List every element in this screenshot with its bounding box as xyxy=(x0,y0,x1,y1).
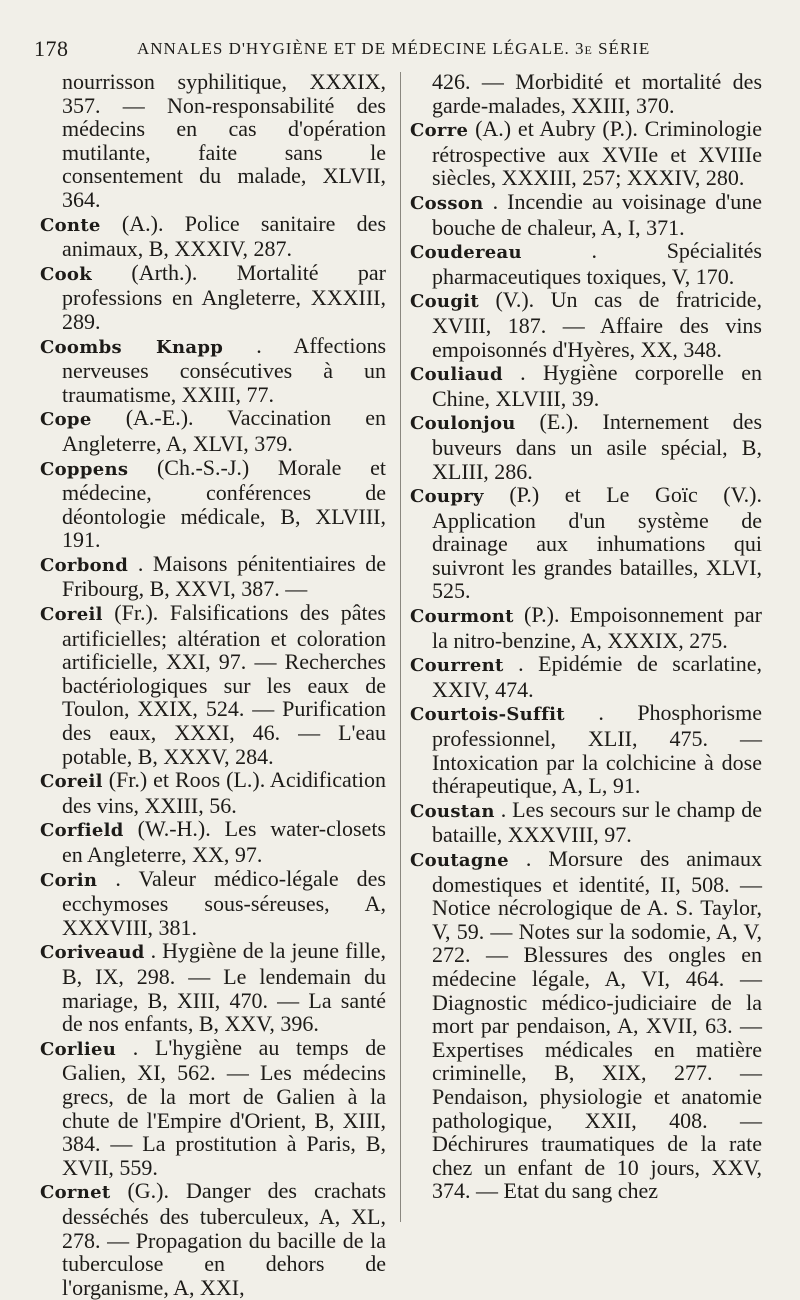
entry-text: (Fr.). Falsifications des pâtes artificielles; altération et coloration artificielle, XXI, 97. — Recherches bactériologiques sur les eaux de Toulon, XXIX, 524. — Purification des eaux, XXXI, 46. — L'eau potable, B, XXXV, 284. xyxy=(62,600,386,769)
entry-text: (Arth.). Mortalité par professions en Angleterre, XXXIII, 289. xyxy=(62,259,387,334)
author-name: Coutagne xyxy=(410,850,509,871)
index-entry xyxy=(40,939,386,1035)
entry-text: . Spécialités pharmaceutiques toxiques, V, 170. xyxy=(432,238,762,289)
entry-text: (A.). Police sanitaire des animaux, B, XXXIV, 287. xyxy=(62,210,386,262)
index-entry xyxy=(410,288,762,361)
entry-text: (E.). Internement des buveurs dans un asile spécial, B, XLIII, 286. xyxy=(432,409,763,484)
entry-text: . L'hygiène au temps de Galien, XI, 562. — Les médecins grecs, de la mort de Galien à la chute de l'Empire d'Orient, B, XIII, 384. — La prostitution à Paris, B, XVII, 559. xyxy=(62,1034,387,1180)
index-entry xyxy=(410,652,762,701)
index-entry xyxy=(40,261,386,334)
entry-text: . Phosphorisme professionnel, XLII, 475. — Intoxication par la colchicine à dose thérapeutique, A, L, 91. xyxy=(432,700,762,799)
index-entry xyxy=(410,190,762,239)
author-name: Courrent xyxy=(410,655,504,677)
author-name: Coreil xyxy=(40,604,103,626)
author-name: Coppens xyxy=(40,458,129,480)
author-name: Cornet xyxy=(40,1182,111,1204)
entry-text: . Hygiène corporelle en Chine, XLVIII, 39. xyxy=(432,360,762,411)
index-entry xyxy=(40,70,386,212)
author-name: Corbond xyxy=(40,554,129,576)
author-name: Corre xyxy=(410,120,469,142)
author-name: Coupry xyxy=(410,486,484,508)
entry-text: (W.-H.). Les water-closets en Angleterre, XX, 97. xyxy=(62,816,386,867)
author-name: Cope xyxy=(40,409,92,431)
running-header xyxy=(34,36,774,66)
author-name: Conte xyxy=(40,214,101,236)
entry-text: (Fr.) et Roos (L.). Acidification des vins, XXIII, 56. xyxy=(62,767,386,818)
entry-text: . Incendie au voisinage d'une bouche de chaleur, A, I, 371. xyxy=(432,188,762,240)
index-entry xyxy=(40,334,386,407)
index-entry xyxy=(40,406,386,455)
entry-text: (Ch.-S.-J.) Morale et médecine, conférences de déontologie médicale, B, XLVIII, 191. xyxy=(62,454,387,553)
index-entry xyxy=(410,361,762,410)
index-entry xyxy=(410,117,762,190)
entry-text: 426. — Morbidité et mortalité des garde-malades, XXIII, 370. xyxy=(432,69,762,118)
author-name: Coombs Knapp xyxy=(40,336,224,358)
entry-text: . Epidémie de scarlatine, XXIV, 474. xyxy=(432,651,762,702)
author-name: Couliaud xyxy=(410,364,503,386)
index-entry xyxy=(40,552,386,601)
author-name: Corlieu xyxy=(40,1038,117,1060)
author-name: Courtois-Suffit xyxy=(410,704,565,726)
entry-text: (P.) et Le Goïc (V.). Application d'un système de drainage aux inhumations qui suivront les grandes batailles, XLVI, 525. xyxy=(432,482,763,604)
entry-text: nourrisson syphilitique, XXXIX, 357. — Non-responsabilité des médecins en cas d'opération mutilante, faite sans le consentement du malade, XLVII, 364. xyxy=(62,69,386,212)
index-entry xyxy=(410,239,762,288)
author-name: Coulonjou xyxy=(410,413,516,435)
author-name: Coriveaud xyxy=(40,942,145,964)
author-name: Coreil xyxy=(40,771,103,793)
index-entry xyxy=(40,768,386,817)
index-entry xyxy=(410,847,762,1203)
page-number: 178 xyxy=(34,36,69,61)
author-name: Coustan xyxy=(410,800,495,822)
author-name: Corfield xyxy=(40,820,124,842)
index-entry xyxy=(410,701,762,797)
index-entry xyxy=(410,410,762,483)
index-entry xyxy=(40,817,386,866)
index-entry xyxy=(40,212,386,261)
entry-text: . Valeur médico-légale des ecchymoses sous-séreuses, A, XXXVIII, 381. xyxy=(62,865,386,940)
index-entry xyxy=(410,798,762,847)
entry-text: . Hygiène de la jeune fille, B, IX, 298. — Le lendemain du mariage, B, XIII, 470. — La santé de nos enfants, B, XXV, 396. xyxy=(62,938,386,1037)
entry-text: (V.). Un cas de fratricide, XVIII, 187. — Affaire des vins empoisonnés d'Hyères, XX, 348. xyxy=(432,287,763,362)
author-name: Cosson xyxy=(410,192,484,214)
journal-title: ANNALES D'HYGIÈNE ET DE MÉDECINE LÉGALE. 3e SÉRIE xyxy=(137,39,651,58)
entry-text: (G.). Danger des crachats desséchés des tuberculeux, A, XL, 278. — Propagation du bacille de la tuberculose en dehors de l'organisme, A, XXI, xyxy=(62,1178,387,1300)
entry-text: . Maisons pénitentiaires de Fribourg, B, XXVI, 387. — xyxy=(62,550,386,602)
index-entry xyxy=(410,70,762,117)
author-name: Corin xyxy=(40,869,98,891)
entry-text: . Affections nerveuses consécutives à un traumatisme, XXIII, 77. xyxy=(62,332,386,407)
author-name: Coudereau xyxy=(410,242,522,264)
entry-text: . Les secours sur le champ de bataille, XXXVIII, 97. xyxy=(432,796,762,848)
entry-text: (A.) et Aubry (P.). Criminologie rétrospective aux XVIIe et XVIIIe siècles, XXXIII, 257; XXXIV, 280. xyxy=(432,116,762,191)
index-entry xyxy=(410,603,762,652)
left-column xyxy=(40,70,386,1299)
column-divider xyxy=(400,72,401,1222)
index-entry xyxy=(410,483,762,603)
entry-text: (P.). Empoisonnement par la nitro-benzine, A, XXXIX, 275. xyxy=(432,602,762,653)
right-column xyxy=(410,70,762,1203)
author-name: Cougit xyxy=(410,291,479,313)
index-entry xyxy=(40,601,386,768)
index-entry xyxy=(40,456,386,552)
author-name: Courmont xyxy=(410,606,514,628)
author-name: Cook xyxy=(40,263,93,285)
index-entry xyxy=(40,867,386,940)
entry-text: . Morsure des animaux domestiques et identité, II, 508. — Notice nécrologique de A. S. Taylor, V, 59. — Notes sur la sodomie, A, V, 272. — Blessures des ongles en médecine légale, A, VI, 464. — Diagnostic médico-judiciaire de la mort par pendaison, A, XVII, 63. — Expertises médicales en matière criminelle, B, XIX, 277. — Pendaison, physiologie et anatomie pathologique, XXII, 408. — Déchirures traumatiques de la rate chez un enfant de 10 jours, XXV, 374. — Etat du sang chez xyxy=(432,846,763,1204)
entry-text: (A.-E.). Vaccination en Angleterre, A, XLVI, 379. xyxy=(62,405,386,456)
index-entry xyxy=(40,1179,386,1299)
index-entry xyxy=(40,1036,386,1180)
